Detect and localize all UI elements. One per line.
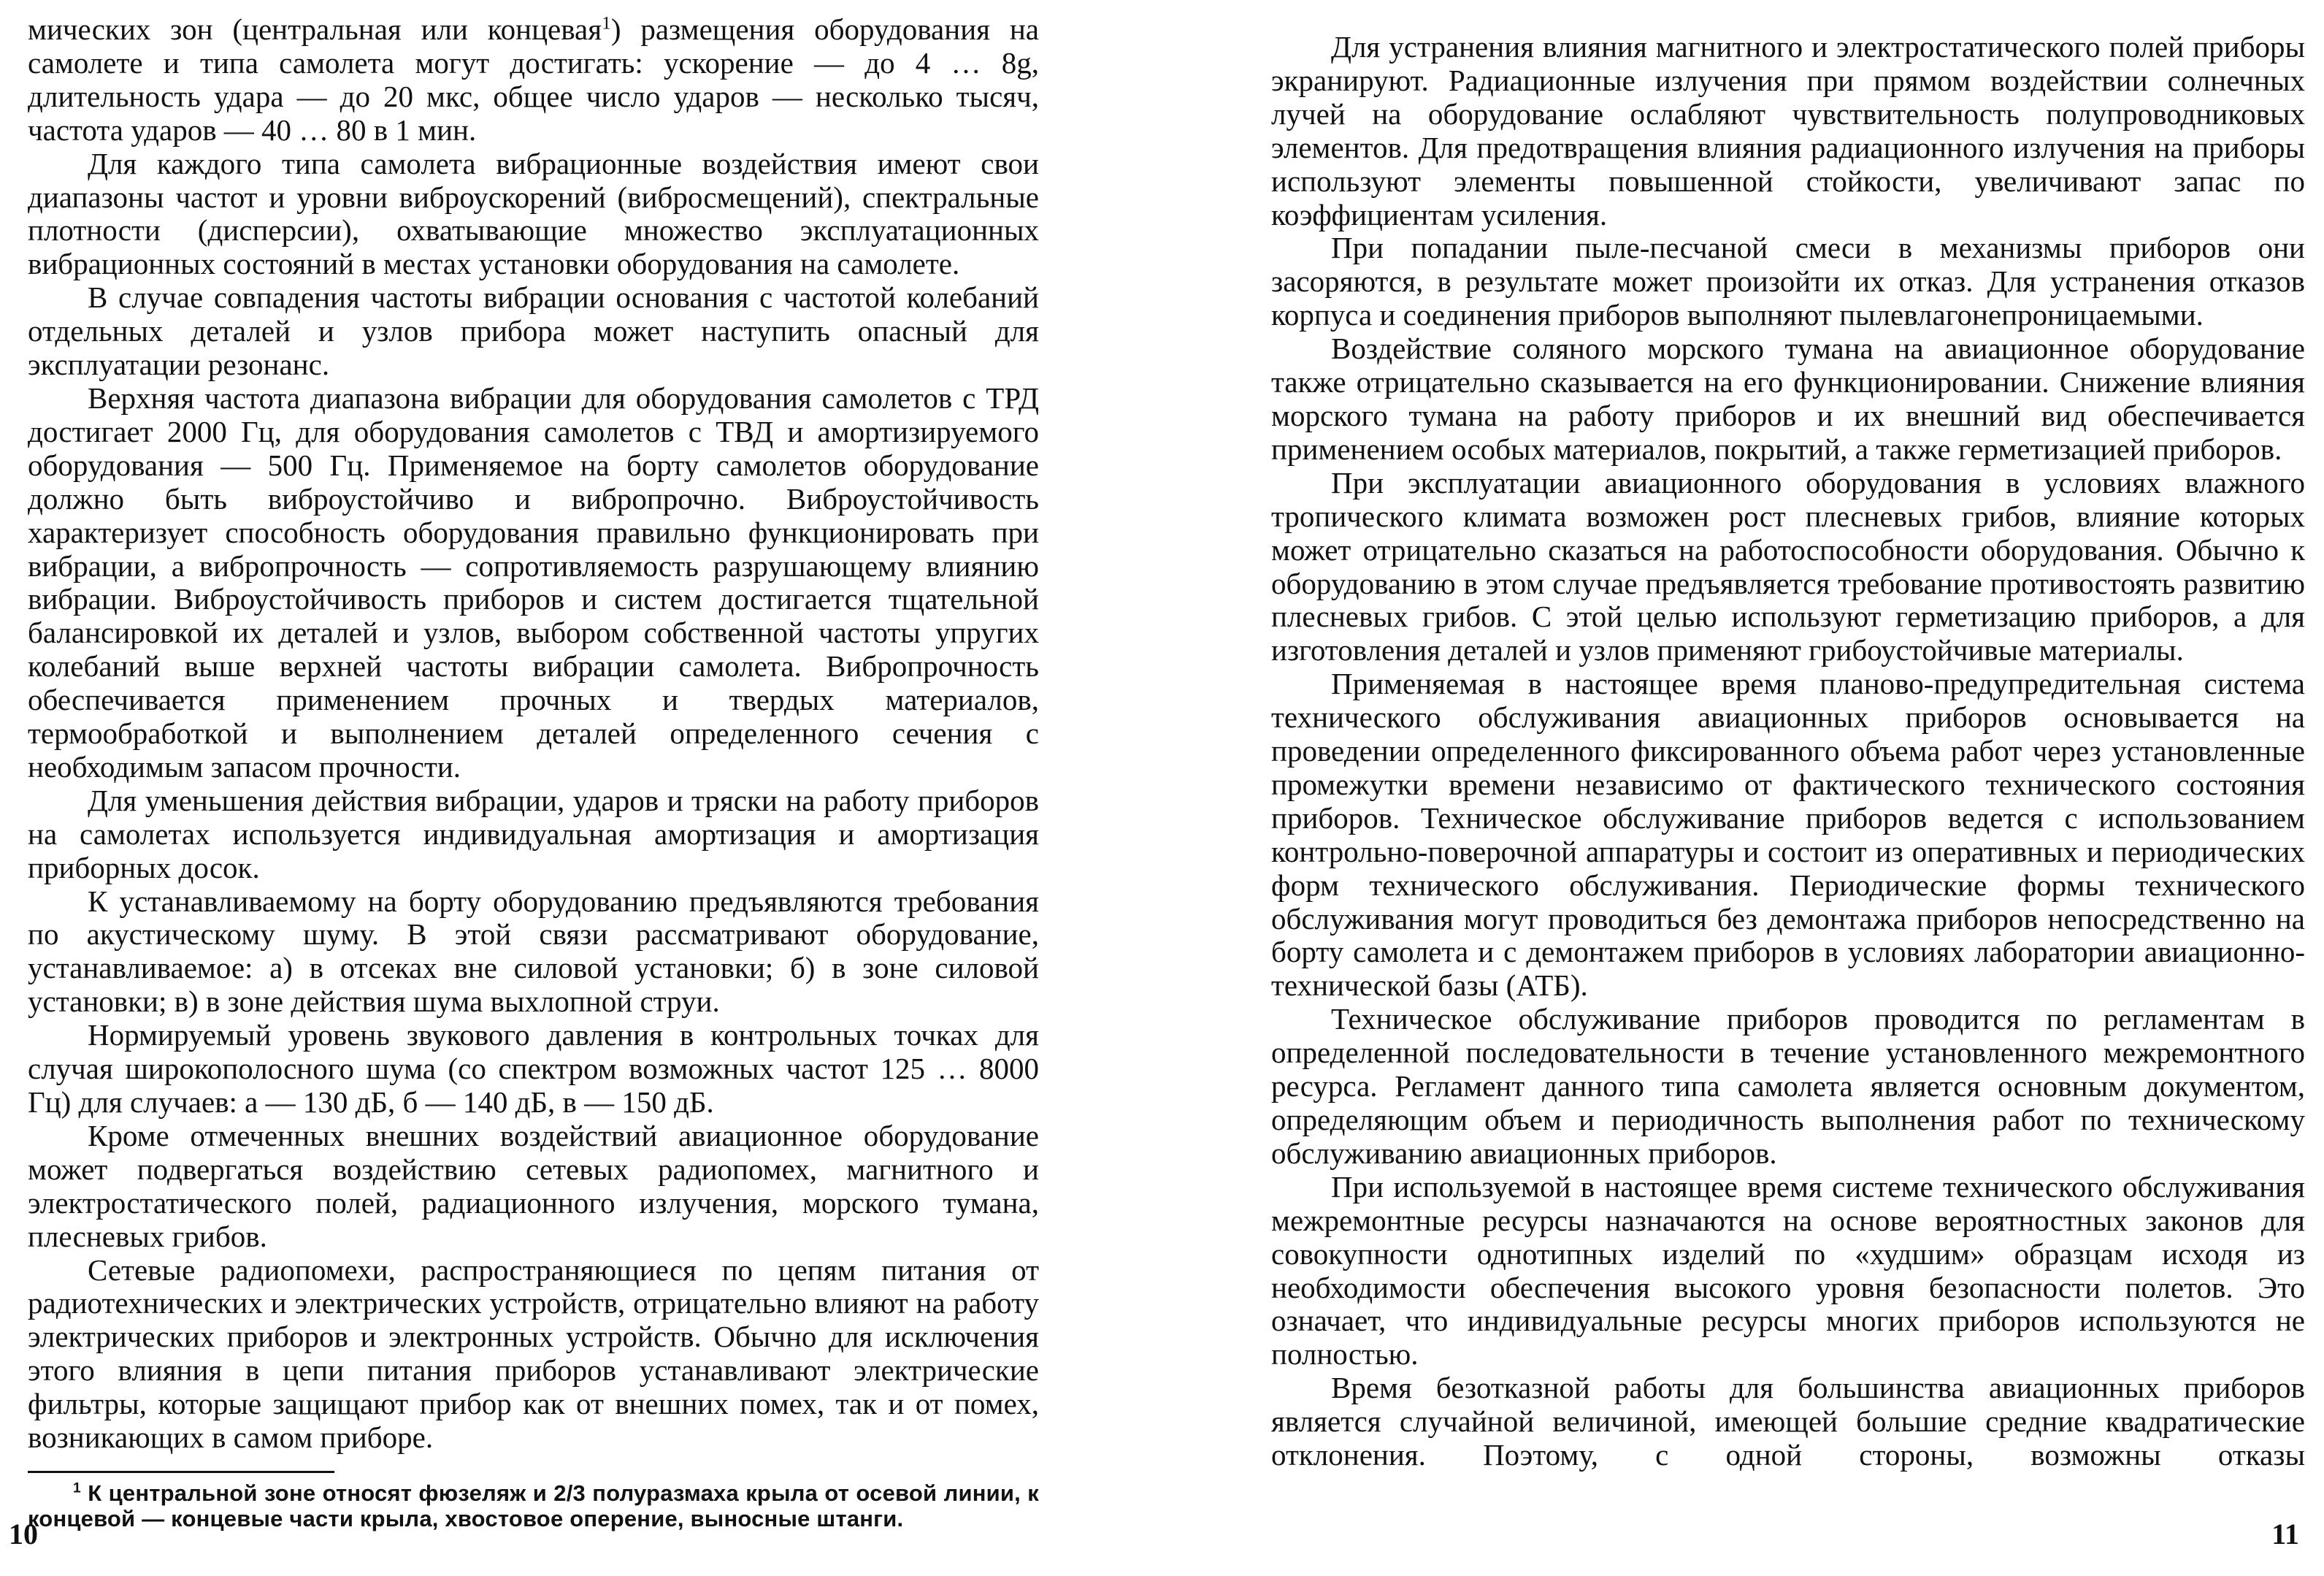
paragraph: При эксплуатации авиационного оборудования в условиях влажного тропического климата возможен рост плесневых грибов, влияние которых может отрицательно сказаться на работоспособности оборудования. Обычно к оборудованию в этом случае предъявляется требование противостоять развитию плесневых грибов. С этой целью используют герметизацию приборов, а для изготовления деталей и узлов применяют грибоустойчивые материалы. bbox=[1271, 465, 2305, 667]
paragraph: Воздействие соляного морского тумана на авиационное оборудование также отрицательно сказывается на его функционировании. Снижение влияния морского тумана на работу приборов и их внешний вид обеспечивается применением особых материалов, покрытий, а также герметизацией приборов. bbox=[1271, 332, 2305, 466]
page-number: 10 bbox=[9, 1518, 38, 1550]
paragraph: В случае совпадения частоты вибрации основания с частотой колебаний отдельных деталей и узлов прибора может наступить опасный для эксплуатации резонанс. bbox=[28, 280, 1039, 382]
paragraph: Верхняя частота диапазона вибрации для оборудования самолетов с ТРД достигает 2000 Гц, для оборудования самолетов с ТВД и амортизируемого оборудования — 500 Гц. Применяемое на борту самолетов оборудование должно быть виброустойчиво и вибропрочно. Виброустойчивость характеризует способность оборудования правильно функционировать при вибрации, а вибропрочность — сопротивляемость разрушающему влиянию вибрации. Виброустойчивость приборов и систем достигается тщательной балансировкой их деталей и узлов, выбором собственной частоты упругих колебаний выше верхней частоты вибрации самолета. Вибропрочность обеспечивается применением прочных и твердых материалов, термообработкой и выполнением деталей определенного сечения с необходимым запасом прочности. bbox=[28, 380, 1039, 784]
paragraph: Нормируемый уровень звукового давления в контрольных точках для случая широкополосного шума (со спектром возможных частот 125 … 8000 Гц) для случаев: а — 130 дБ, б — 140 дБ, в — 150 дБ. bbox=[28, 1018, 1039, 1119]
paragraph: Техническое обслуживание приборов проводится по регламентам в определенной последовательности в течение установленного межремонтного ресурса. Регламент данного типа самолета является основным документом, определяющим объем и периодичность выполнения работ по техническому обслуживанию авиационных приборов. bbox=[1271, 1002, 2305, 1170]
paragraph-text: мических зон (центральная или концевая bbox=[28, 12, 602, 46]
paragraph: При попадании пыле-песчаной смеси в механизмы приборов они засоряются, в результате может произойти их отказ. Для устранения отказов корпуса и соединения приборов выполняют пылевлагонепроницаемыми. bbox=[1271, 231, 2305, 332]
paragraph: Для каждого типа самолета вибрационные воздействия имеют свои диапазоны частот и уровни виброускорений (вибросмещений), спектральные плотности (дисперсии), охватывающие множество эксплуатационных вибрационных состояний в местах установки оборудования на самолете. bbox=[28, 146, 1039, 281]
paragraph: Для устранения влияния магнитного и электростатического полей приборы экранируют. Радиационные излучения при прямом воздействии солнечных лучей на оборудование ослабляют чувствительность полупроводниковых элементов. Для предотвращения влияния радиационного излучения на приборы используют элементы повышенной стойкости, увеличивают запас по коэффициентам усиления. bbox=[1271, 30, 2305, 232]
paragraph: Применяемая в настоящее время планово-предупредительная система технического обслуживания авиационных приборов основывается на проведении определенного фиксированного объема работ через установленные промежутки времени независимо от фактического технического состояния приборов. Техническое обслуживание приборов ведется с использованием контрольно-поверочной аппаратуры и состоит из оперативных и периодических форм технического обслуживания. Периодические формы технического обслуживания могут проводиться без демонтажа приборов непосредственно на борту самолета и с демонтажем приборов в условиях лаборатории авиационно-технической базы (АТБ). bbox=[1271, 667, 2305, 1003]
left-page-body bbox=[28, 13, 1039, 1455]
paragraph: Для уменьшения действия вибрации, ударов и тряски на работу приборов на самолетах используется индивидуальная амортизация и амортизация приборных досок. bbox=[28, 783, 1039, 884]
footnote-reference: 1 bbox=[602, 12, 611, 34]
page-number: 11 bbox=[2271, 1518, 2299, 1550]
right-page-body bbox=[1271, 31, 2305, 1472]
paragraph-text: ) размещения оборудования на самолете и типа самолета могут достигать: ускорение — до 4 … 8g, длительность удара — до 20 мкс, общее число ударов — несколько тысяч, частота ударов — 40 … 80 в 1 мин. bbox=[28, 12, 1039, 147]
footnote bbox=[28, 1480, 1039, 1531]
paragraph: Кроме отмеченных внешних воздействий авиационное оборудование может подвергаться воздействию сетевых радиопомех, магнитного и электростатического полей, радиационного излучения, морского тумана, плесневых грибов. bbox=[28, 1118, 1039, 1253]
right-page bbox=[1162, 0, 2324, 1576]
footnote-text: К центральной зоне относят фюзеляж и 2/3 полуразмаха крыла от осевой линии, к концевой — концевые части крыла, хвостовое оперение, выносные штанги. bbox=[28, 1480, 1039, 1531]
paragraph: К устанавливаемому на борту оборудованию предъявляются требования по акустическому шуму. В этой связи рассматривают оборудование, устанавливаемое: а) в отсеках вне силовой установки; б) в зоне силовой установки; в) в зоне действия шума выхлопной струи. bbox=[28, 884, 1039, 1019]
paragraph: При используемой в настоящее время системе технического обслуживания межремонтные ресурсы назначаются на основе вероятностных законов для совокупности однотипных изделий по «худшим» образцам исходя из необходимости обеспечения высокого уровня безопасности полетов. Это означает, что индивидуальные ресурсы многих приборов используются не полностью. bbox=[1271, 1169, 2305, 1372]
footnote-paragraph bbox=[28, 1480, 1039, 1531]
paragraph: Время безотказной работы для большинства авиационных приборов является случайной величиной, имеющей большие средние квадратические отклонения. Поэтому, с одной стороны, возможны отказы bbox=[1271, 1371, 2305, 1472]
footnote-marker: 1 bbox=[73, 1480, 81, 1496]
paragraph bbox=[28, 13, 1039, 148]
paragraph: Сетевые радиопомехи, распространяющиеся по цепям питания от радиотехнических и электрических устройств, отрицательно влияют на работу электрических приборов и электронных устройств. Обычно для исключения этого влияния в цепи питания приборов устанавливают электрические фильтры, которые защищают прибор как от внешних помех, так и от помех, возникающих в самом приборе. bbox=[28, 1252, 1039, 1455]
footnote-divider bbox=[28, 1471, 334, 1473]
